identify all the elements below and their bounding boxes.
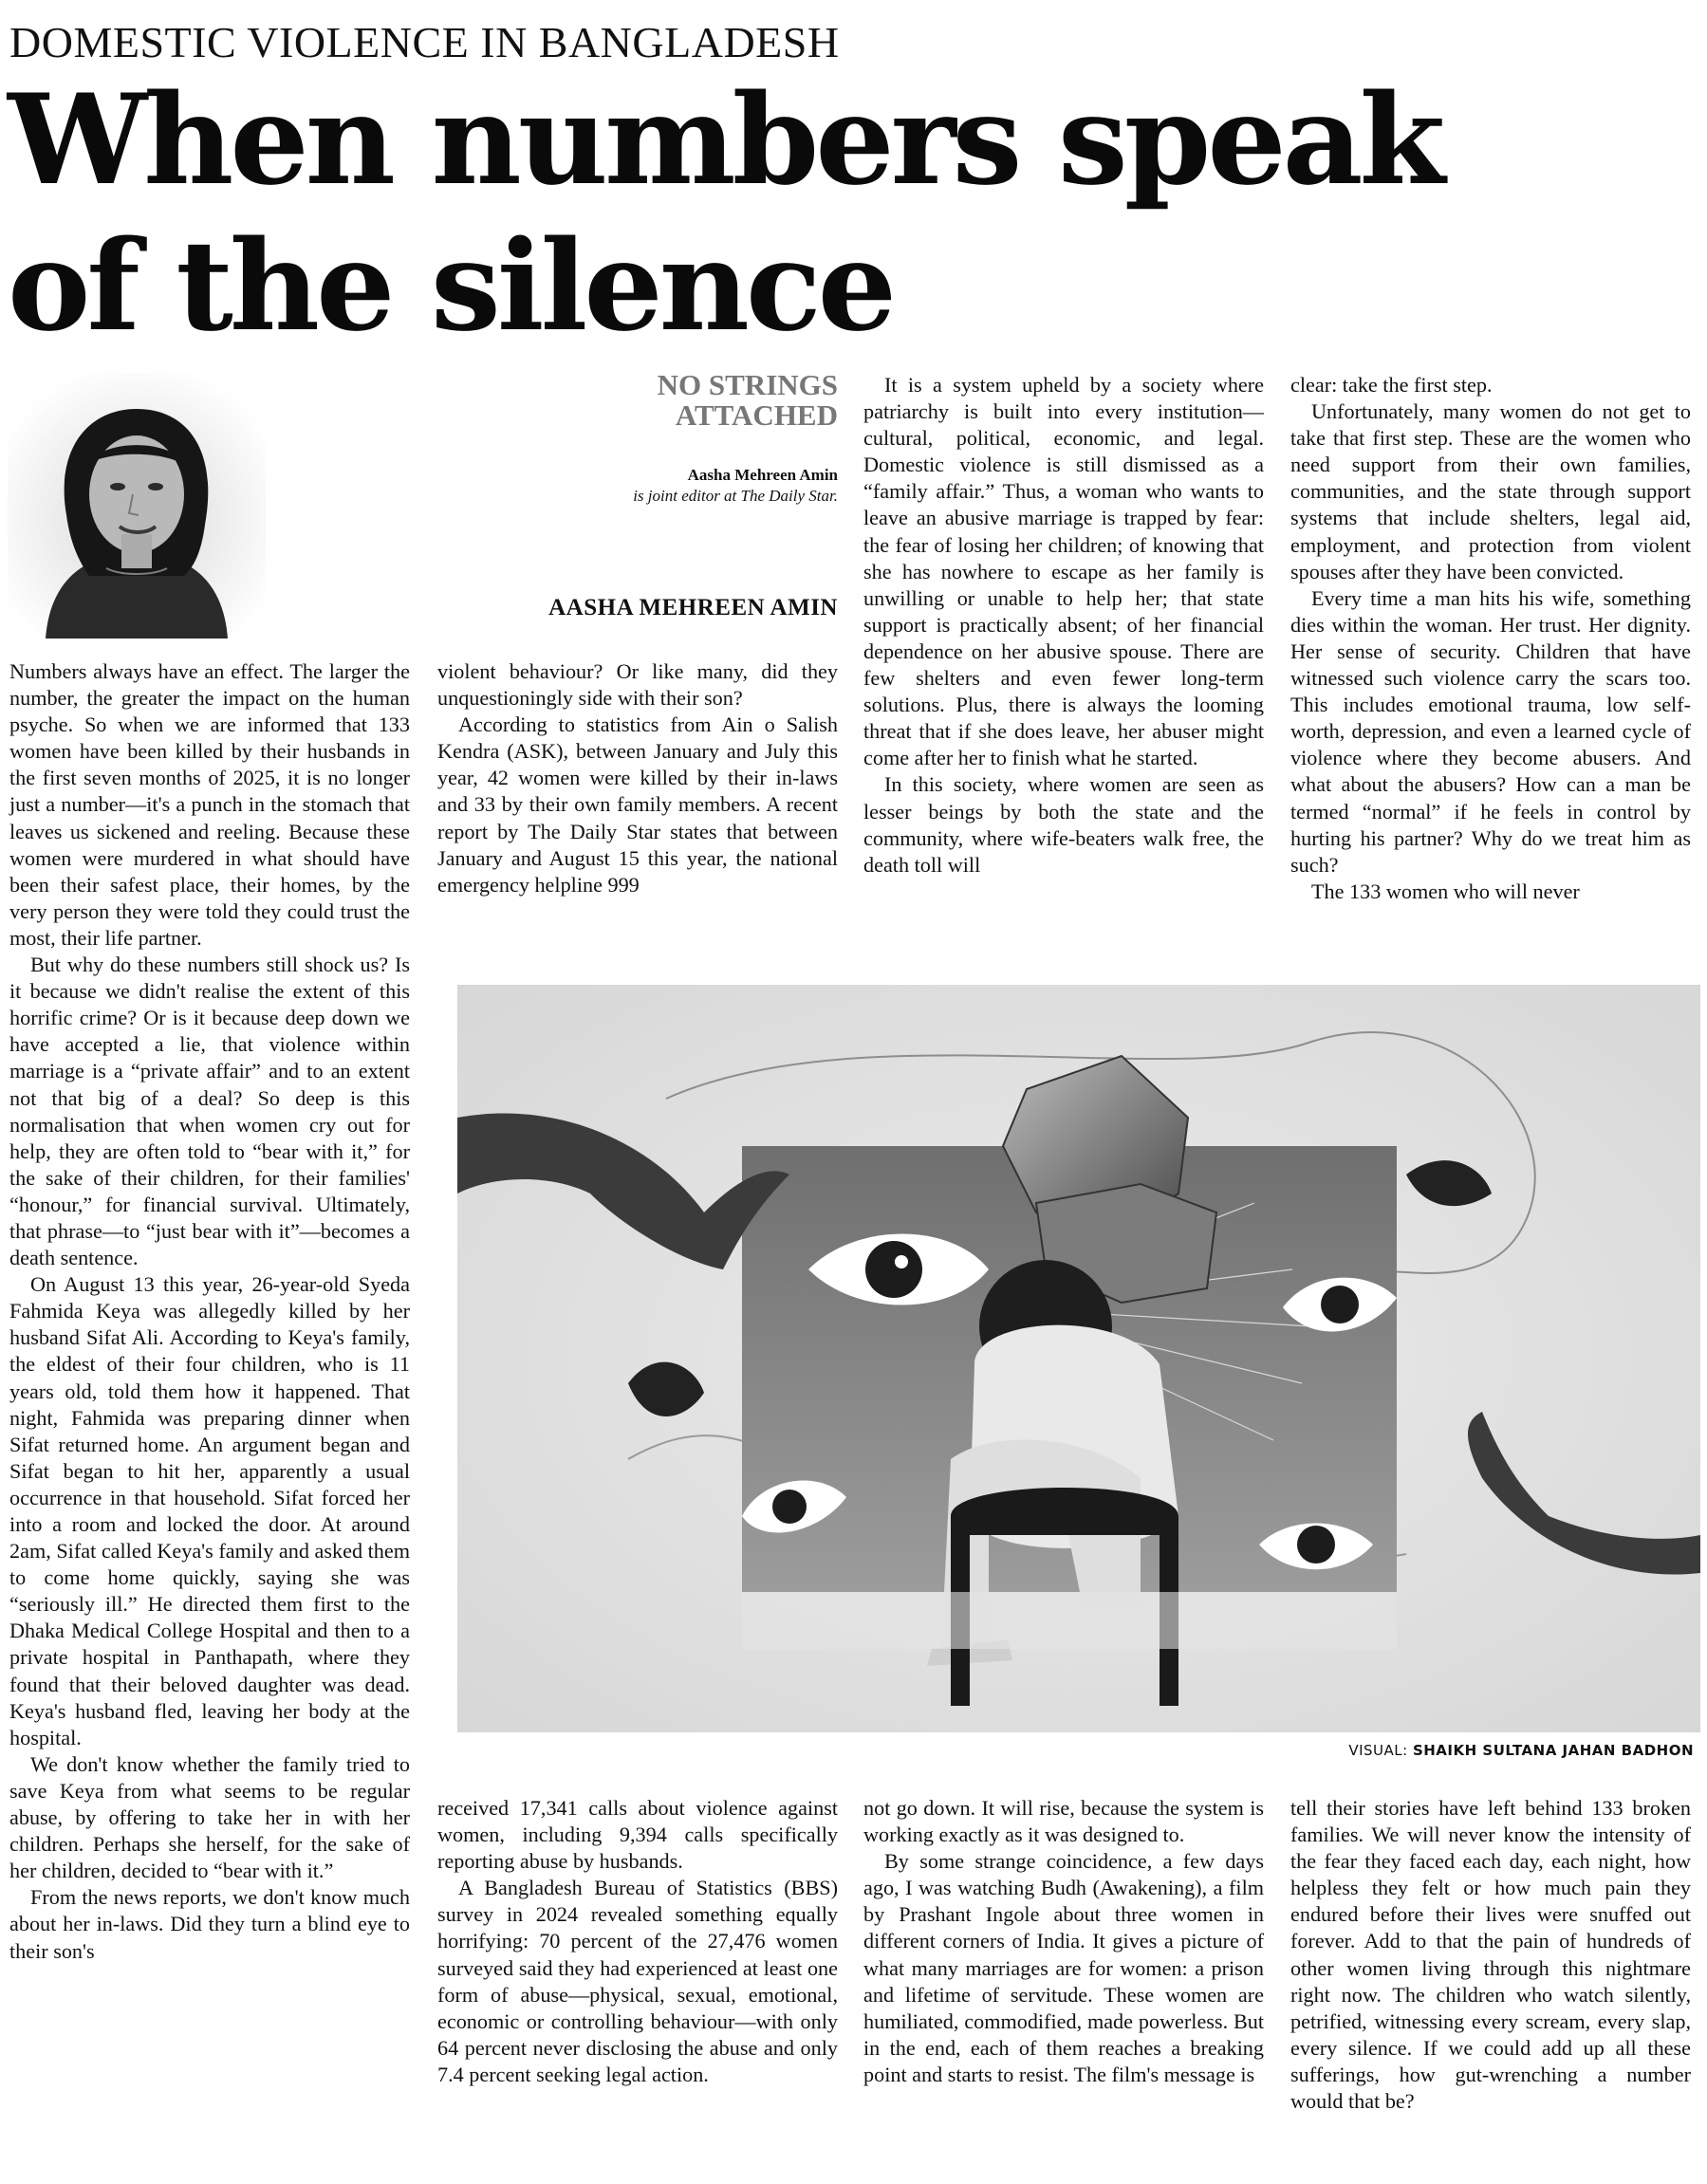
- paragraph: Every time a man hits his wife, something dies within the woman. Her trust. Her dignity. Her sense of security. Children that have witnessed such violence carry the scars too. This includes emotional trauma, low self-worth, depression, and even a learned cycle of violence where they become abusers. And what about the abusers? How can a man be termed “normal” if he feels in control by hurting his partner? Why do we treat him as such?: [1290, 585, 1691, 877]
- paragraph: In this society, where women are seen as lesser beings by both the state and the community, where wife-beaters walk free, the death toll will: [863, 772, 1264, 877]
- kicker: DOMESTIC VIOLENCE IN BANGLADESH: [9, 18, 840, 66]
- paragraph: clear: take the first step.: [1290, 373, 1493, 397]
- paragraph: tell their stories have left behind 133 broken families. We will never know the intensity of the fear they faced each day, each night, how helpless they felt or how much pain they endured before their lives were snuffed out forever. Add to that the pain of hundreds of other women living through this nightmare right now. The children who watch silently, petrified, witnessing every scream, every slap, every silence. If we could add up all these sufferings, how gut-wrenching a number would that be?: [1290, 1796, 1691, 2114]
- column-label: [658, 370, 838, 431]
- column-4-top: [1290, 372, 1691, 905]
- illustration: [457, 985, 1700, 1732]
- visual-credit-label: VISUAL:: [1348, 1742, 1408, 1759]
- paragraph: It is a system upheld by a society where patriarchy is built into every institution—cultural, political, economic, and legal. Domestic violence is still dismissed as a “family affair.” Thus, a woman who wants to leave an abusive marriage is trapped by fear: the fear of losing her children; of knowing that she has nowhere to escape as her family is unwilling or unable to help her; that state support is practically absent; of her financial dependence on her abusive spouse. There are few shelters and even fewer long-term solutions. Plus, there is always the looming threat that if she does leave, her abuser might come after her to finish what he started.: [863, 373, 1264, 770]
- paragraph: Unfortunately, many women do not get to take that first step. These are the women who need support from their own families, communities, and the state through support systems that include shelters, legal aid, employment, and protection from violent spouses after they have been convicted.: [1290, 399, 1691, 583]
- column-label-line-1: NO STRINGS: [657, 368, 838, 401]
- column-label-line-2: ATTACHED: [675, 398, 838, 432]
- paragraph: According to statistics from Ain o Salish Kendra (ASK), between January and July this year, 42 women were killed by their in-laws and 33 by their own family members. A recent report by The Daily Star states that between January and August 15 this year, the national emergency helpline 999: [437, 713, 838, 897]
- paragraph: violent behaviour? Or like many, did they unquestioningly side with their son?: [437, 659, 838, 711]
- column-3-top: [863, 372, 1264, 879]
- paragraph: not go down. It will rise, because the system is working exactly as it was designed to.: [863, 1796, 1264, 1847]
- headline: [8, 66, 1441, 359]
- column-3-bottom: [863, 1795, 1264, 2088]
- paragraph: We don't know whether the family tried to save Keya from what seems to be regular abuse, by offering to take her in with her children. Perhaps she herself, for the sake of her children, decided to “bear with it.”: [9, 1751, 410, 1883]
- paragraph: The 133 women who will never: [1311, 879, 1580, 903]
- paragraph: Numbers always have an effect. The larger the number, the greater the impact on the human psyche. So when we are informed that 133 women have been killed by their husbands in the first seven months of 2025, it is no longer just a number—it's a punch in the stomach that leaves us sickened and reeling. Because these women were murdered in what should have been their safest place, their homes, by the very person they were told they could trust the most, their life partner.: [9, 659, 410, 950]
- column-1: [9, 658, 410, 1965]
- paragraph: From the news reports, we don't know much about her in-laws. Did they turn a blind eye to their son's: [9, 1885, 410, 1963]
- author-bio-name: Aasha Mehreen Amin: [687, 466, 838, 484]
- paragraph: By some strange coincidence, a few days ago, I was watching Budh (Awakening), a film by Prashant Ingole about three women in different corners of India. It gives a picture of what many marriages are for women: a prison and lifetime of servitude. These women are humiliated, commodified, made powerless. But in the end, each of them reaches a breaking point and starts to resist. The film's message is: [863, 1849, 1264, 2086]
- author-bio: [633, 465, 838, 507]
- author-byline: AASHA MEHREEN AMIN: [548, 595, 838, 620]
- paragraph: But why do these numbers still shock us? Is it because we didn't realise the extent of this horrific crime? Or is it because deep down we have accepted a lie, that violence within marriage is a “private affair” and to an extent not that big of a deal? So deep is this normalisation that when women cry out for help, they are often told to “bear with it,” for the sake of their children, for their families' “honour,” for financial survival. Ultimately, that phrase—to “just bear with it”—becomes a death sentence.: [9, 953, 410, 1270]
- paragraph: received 17,341 calls about violence against women, including 9,394 calls specifically reporting abuse by husbands.: [437, 1796, 838, 1874]
- paragraph: A Bangladesh Bureau of Statistics (BBS) survey in 2024 revealed something equally horrifying: 70 percent of the 27,476 women surveyed said they had experienced at least one form of abuse—physical, sexual, emotional, economic or controlling behaviour—with only 64 percent never disclosing the abuse and only 7.4 percent seeking legal action.: [437, 1876, 838, 2086]
- author-bio-role: is joint editor at The Daily Star.: [633, 487, 838, 505]
- visual-credit-name: SHAIKH SULTANA JAHAN BADHON: [1412, 1742, 1694, 1759]
- headline-line-1: When numbers speak: [8, 66, 1442, 213]
- visual-credit: [1348, 1742, 1694, 1759]
- column-2-top: [437, 658, 838, 898]
- column-2-bottom: [437, 1795, 838, 2088]
- paragraph: On August 13 this year, 26-year-old Syeda Fahmida Keya was allegedly killed by her husband Sifat Ali. According to Keya's family, the eldest of their four children, who is 11 years old, told them how it happened. That night, Fahmida was preparing dinner when Sifat returned home. An argument began and Sifat began to hit her, apparently a usual occurrence in that household. Sifat forced her into a room and locked the door. At around 2am, Sifat called Keya's family and asked them to come home quickly, saying she was “seriously ill.” He directed them first to the Dhaka Medical College Hospital and then to a private hospital in Panthapath, where they found that their beloved daughter was dead. Keya's husband fled, leaving her body at the hospital.: [9, 1272, 410, 1749]
- author-portrait: [8, 373, 266, 639]
- headline-line-2: of the silence: [8, 213, 894, 359]
- column-4-bottom: [1290, 1795, 1691, 2115]
